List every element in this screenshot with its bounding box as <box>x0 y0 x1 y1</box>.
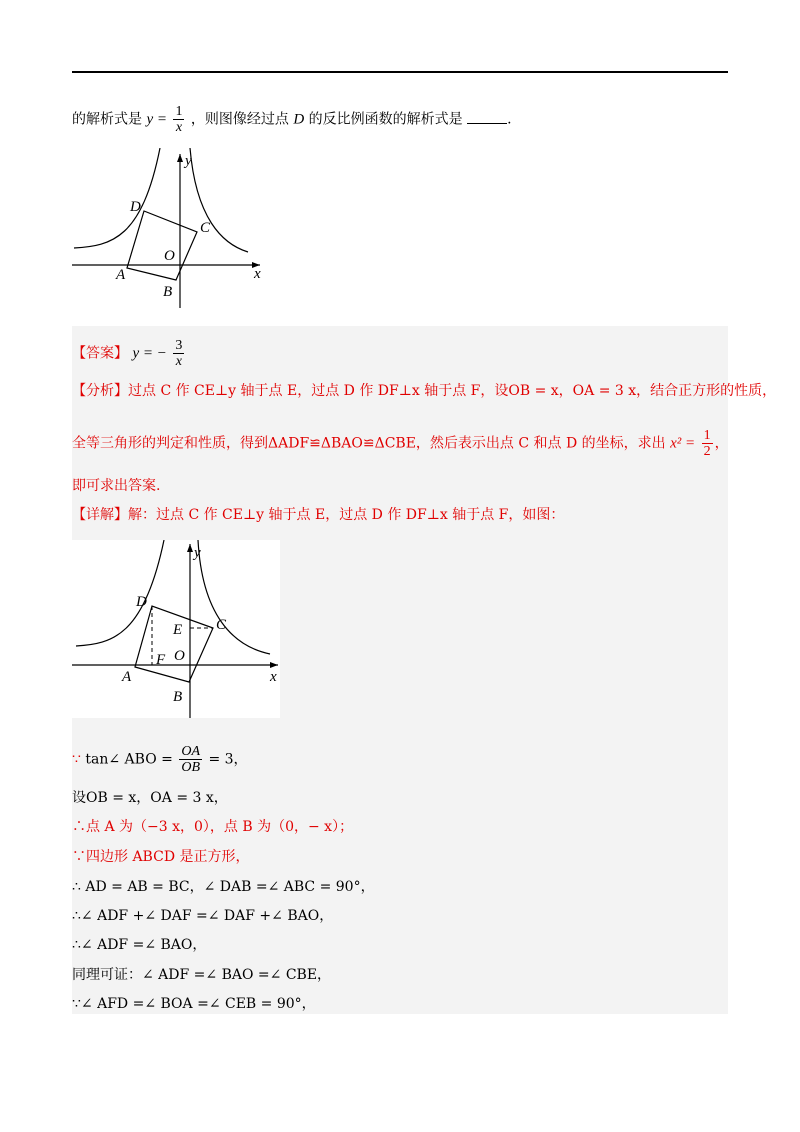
step-1-frac-num: OA <box>181 744 200 759</box>
label-e: E <box>173 622 183 638</box>
hyperbola-right <box>190 148 248 252</box>
label-a: A <box>122 669 132 685</box>
detail-intro: 解：过点 C 作 CE⊥y 轴于点 E，过点 D 作 DF⊥x 轴于点 F，如图： <box>128 507 565 523</box>
label-o: O <box>164 248 175 264</box>
step-1-fraction <box>179 744 202 775</box>
label-x: x <box>254 266 261 282</box>
label-d: D <box>136 594 147 610</box>
step-1 <box>72 744 248 775</box>
question-prefix: 的解析式是 <box>72 111 142 128</box>
step-1-post: = 3， <box>208 751 248 768</box>
analysis-text-2: 全等三角形的判定和性质，得到ΔADF≌ΔBAO≌ΔCBE，然后表示出点 C 和点 D 的坐标，求出 <box>72 435 666 452</box>
step-3: ∴点 A 为（−3 x，0），点 B 为（0，− x）； <box>72 819 354 835</box>
answer-frac-den: x <box>175 354 182 369</box>
analysis-fraction <box>702 428 713 459</box>
step-8: 同理可证：∠ ADF =∠ BAO =∠ CBE， <box>72 967 332 983</box>
label-c: C <box>200 220 211 236</box>
question-middle: ，则图像经过点 <box>190 111 289 128</box>
label-y: y <box>185 153 192 169</box>
question-frac-num: 1 <box>175 104 183 119</box>
hyperbola-left <box>74 148 160 248</box>
analysis-frac-den: 2 <box>703 444 711 459</box>
analysis-text-1: 过点 C 作 CE⊥y 轴于点 E，过点 D 作 DF⊥x 轴于点 F，设OB = x，OA = 3 x，结合正方形的性质， <box>128 383 777 399</box>
analysis-x-squared: x² = <box>670 435 696 452</box>
answer-tag: 【答案】 <box>72 345 128 362</box>
label-y: y <box>194 545 201 561</box>
question-eq-y: y = <box>146 111 167 128</box>
answer-fraction <box>173 338 184 369</box>
x-axis-arrow <box>270 662 278 668</box>
question-suffix: 的反比例函数的解析式是 <box>308 111 463 128</box>
question-point-d: D <box>293 111 305 128</box>
solution-figure <box>72 540 280 718</box>
answer-line <box>72 338 186 369</box>
step-2: 设OB = x，OA = 3 x， <box>72 790 228 806</box>
y-axis-arrow <box>187 544 193 552</box>
step-4: ∵四边形 ABCD 是正方形， <box>72 849 250 865</box>
analysis-text-3: 即可求出答案. <box>72 478 161 494</box>
answer-blank <box>467 109 507 124</box>
y-axis-arrow <box>177 154 183 162</box>
question-line <box>72 104 512 135</box>
label-c: C <box>216 617 227 633</box>
step-1-tan: tan∠ ABO = <box>85 751 173 768</box>
analysis-line-1 <box>72 381 776 401</box>
label-x: x <box>270 669 277 685</box>
detail-intro-line <box>72 505 564 525</box>
analysis-frac-num: 1 <box>703 428 711 443</box>
answer-eq: y = − <box>132 345 167 362</box>
label-b: B <box>163 284 173 300</box>
label-f: F <box>156 652 166 668</box>
analysis-l2-end: ， <box>714 435 729 452</box>
label-o: O <box>174 648 185 664</box>
question-end: . <box>507 111 512 128</box>
step-9: ∵∠ AFD =∠ BOA =∠ CEB = 90°， <box>72 996 316 1012</box>
analysis-tag: 【分析】 <box>72 383 128 399</box>
question-fraction <box>173 104 184 135</box>
label-a: A <box>116 267 126 283</box>
label-b: B <box>173 689 183 705</box>
label-d: D <box>130 199 141 215</box>
analysis-line-3 <box>72 476 160 496</box>
question-frac-den: x <box>175 120 183 135</box>
hyperbola-left <box>76 540 164 646</box>
question-figure <box>72 148 272 308</box>
step-6: ∴∠ ADF +∠ DAF =∠ DAF +∠ BAO， <box>72 908 334 924</box>
step-7: ∴∠ ADF =∠ BAO， <box>72 937 207 953</box>
square-abcd <box>135 606 213 682</box>
step-5: ∴ AD = AB = BC，∠ DAB =∠ ABC = 90°， <box>72 879 375 895</box>
detail-tag: 【详解】 <box>72 507 128 523</box>
step-1-because: ∵ <box>72 751 81 768</box>
analysis-line-2 <box>72 428 729 459</box>
step-1-frac-den: OB <box>181 760 200 775</box>
answer-frac-num: 3 <box>175 338 183 353</box>
header-rule <box>72 71 728 73</box>
square-abcd <box>127 211 197 280</box>
